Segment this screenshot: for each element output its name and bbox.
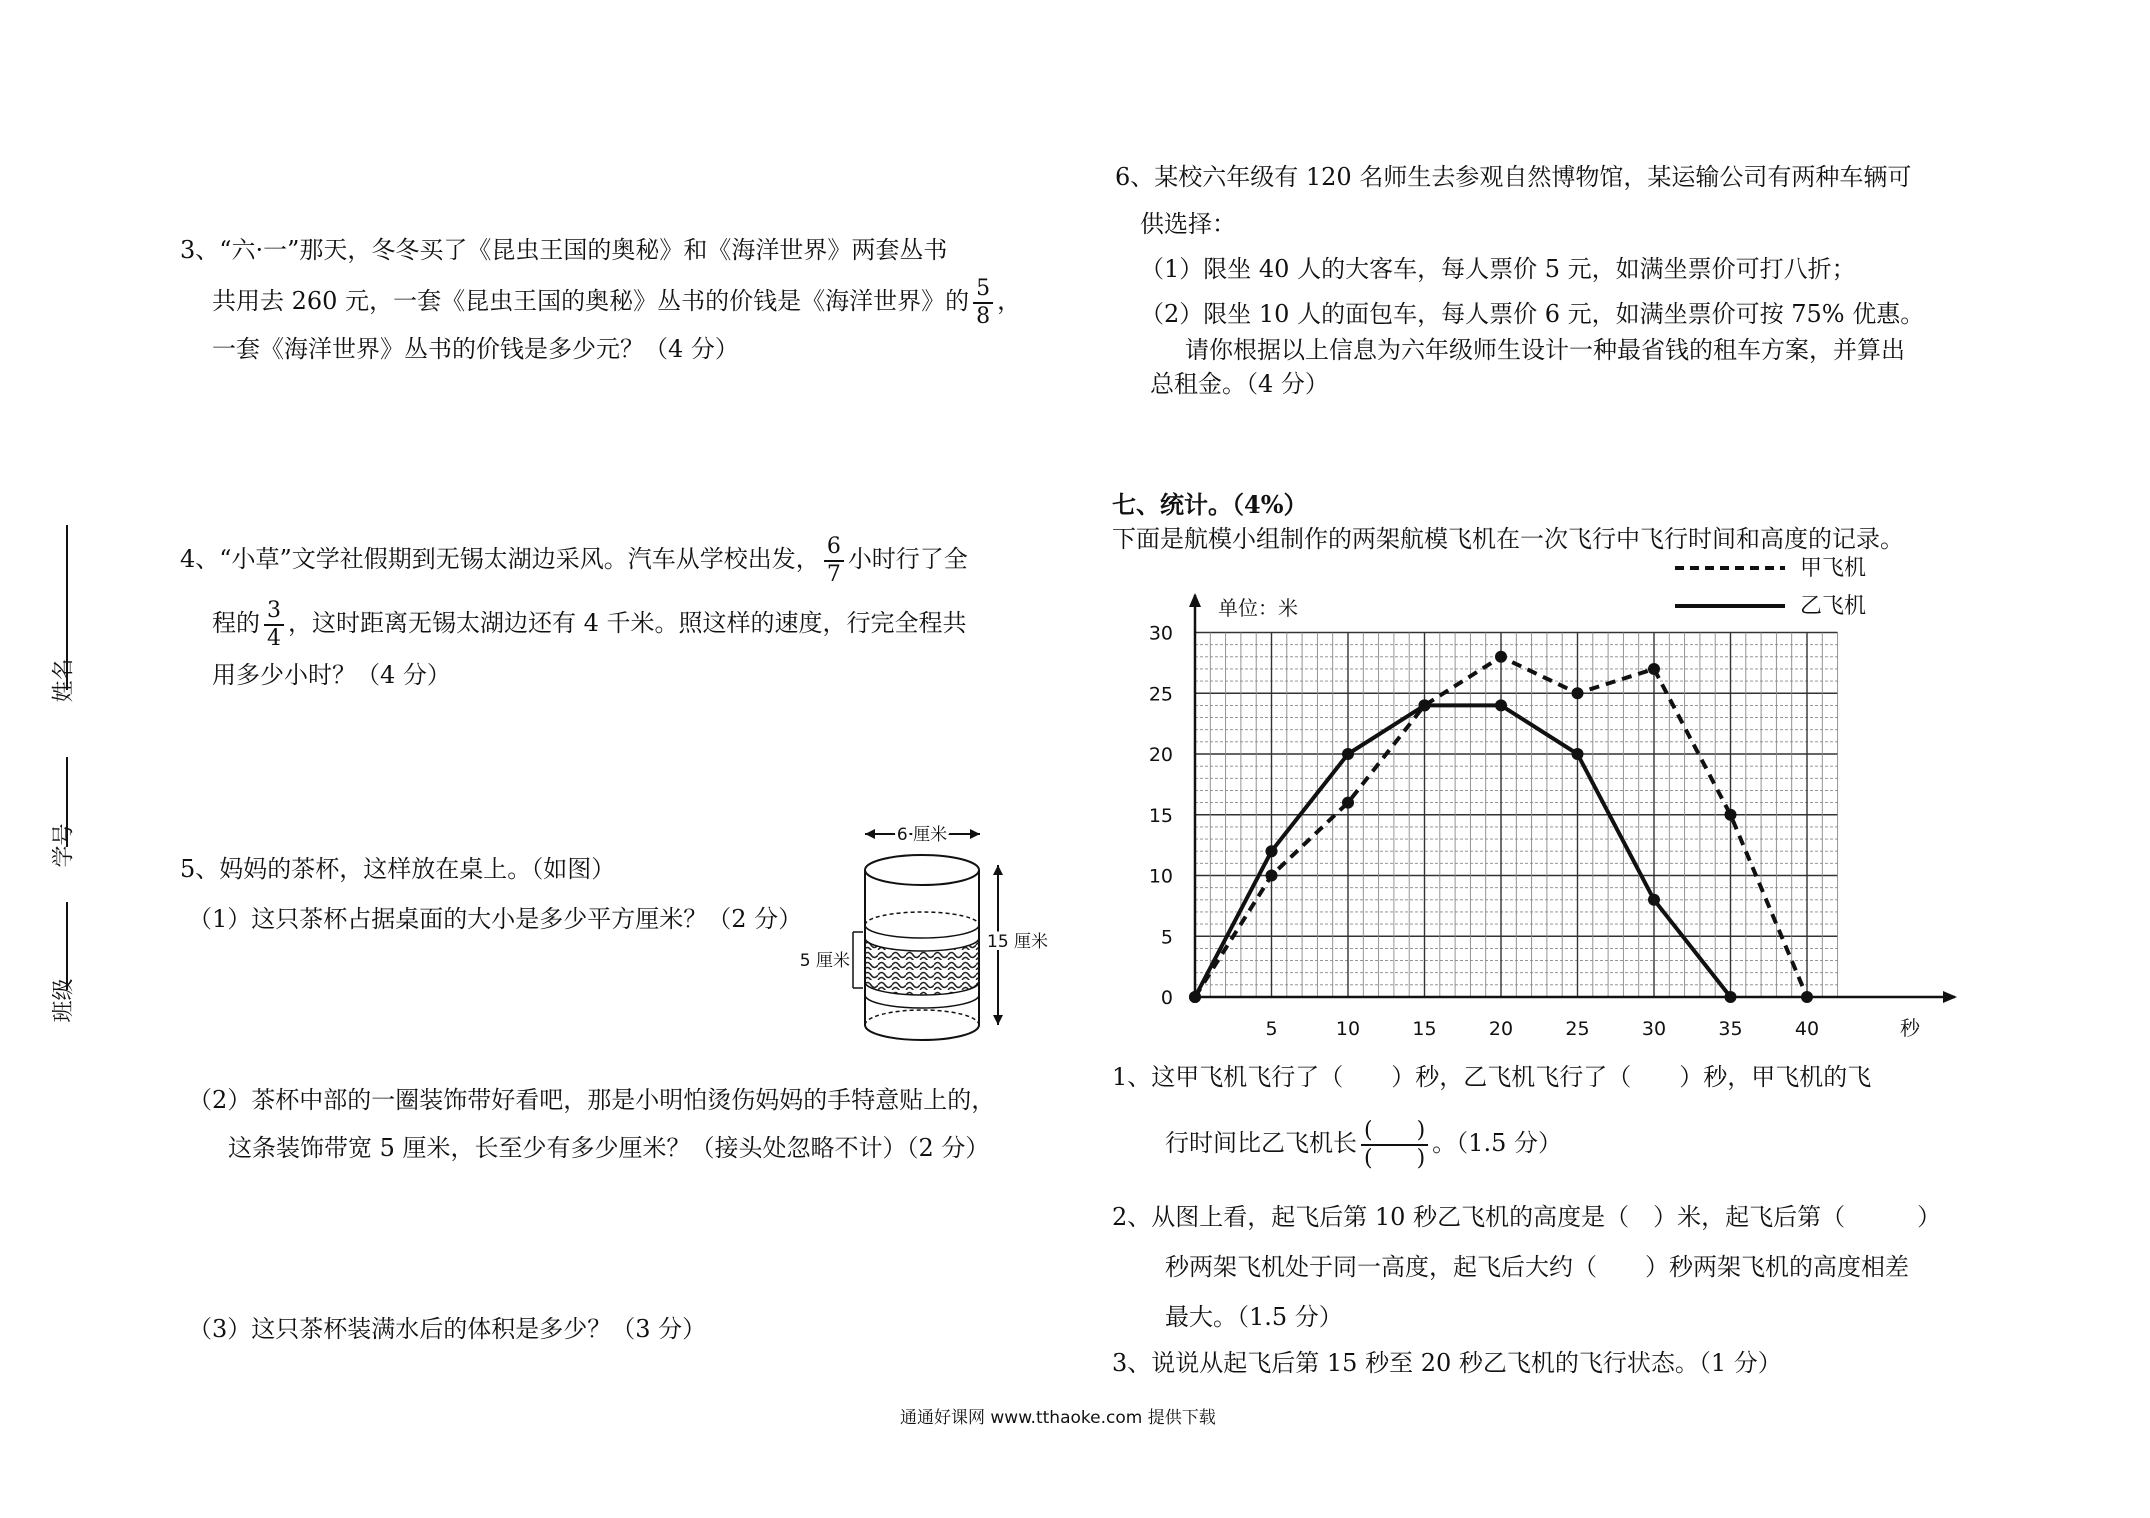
q4-fraction-1 [824,534,844,588]
q6-option1: （1）限坐 40 人的大客车，每人票价 5 元，如满坐票价可打八折； [1140,255,1856,283]
x-tick-label: 40 [1794,1018,1820,1040]
s7-q1-line2 [1165,1110,1562,1176]
q4-line1 [180,528,968,590]
section-7-intro: 下面是航模小组制作的两架航模飞机在一次飞行中飞行时间和高度的记录。 [1112,525,1904,553]
data-point-yi [1495,699,1507,711]
q5-part2-line2: 这条装饰带宽 5 厘米，长至少有多少厘米？（接头处忽略不计）（2 分） [228,1134,990,1162]
q4-frac1-den: 7 [826,561,841,587]
data-point-jia [1725,809,1737,821]
x-tick-label: 15 [1412,1018,1437,1040]
q4-line1-text: 4、“小草”文学社假期到无锡太湖边采风。汽车从学校出发， [180,545,820,573]
tick-labels [1149,623,1819,1041]
s7-q1-fraction [1361,1118,1428,1172]
q4-fraction-2 [264,598,284,652]
data-point-yi [1725,991,1737,1003]
legend-label-jia: 甲飞机 [1800,556,1867,581]
q4-line2 [212,592,967,654]
class-blank-line [66,902,68,990]
y-tick-label: 30 [1148,622,1173,645]
class-label: 班级 [51,978,77,1023]
q4-frac1-num: 6 [824,534,844,562]
band-bottom-edge [865,995,979,1008]
x-tick-label: 35 [1718,1018,1743,1040]
unit-label: 单位：米 [1218,596,1298,620]
section-7-title: 七、统计。（4%） [1112,490,1308,519]
q5-part2-line1: （2）茶杯中部的一圈装饰带好看吧，那是小明怕烫伤妈妈的手特意贴上的， [188,1086,996,1114]
data-point-yi [1572,748,1584,760]
x-tick-label: 10 [1335,1018,1361,1040]
chart-legend [1675,556,1866,619]
data-point-yi [1189,991,1201,1003]
s7-q1-line2-text: 行时间比乙飞机长 [1165,1129,1357,1157]
q6-option2: （2）限坐 10 人的面包车，每人票价 6 元，如满坐票价可按 75% 优惠。 [1140,300,1925,328]
y-tick-label: 10 [1148,865,1173,888]
data-point-yi [1342,748,1354,760]
data-point-jia [1495,651,1507,663]
s7-q2-line3: 最大。（1.5 分） [1165,1303,1343,1331]
q3-frac-num: 5 [973,276,993,304]
chart-grid [1195,633,1838,998]
q6-line2: 供选择： [1140,210,1236,238]
s7-q3: 3、说说从起飞后第 15 秒至 20 秒乙飞机的飞行状态。（1 分） [1112,1349,1782,1377]
y-tick-label: 5 [1160,926,1173,949]
q4-frac2-den: 4 [267,625,281,651]
x-tick-label: 5 [1265,1018,1278,1040]
q5-title: 5、妈妈的茶杯，这样放在桌上。（如图） [180,855,616,883]
q3-fraction [973,276,993,330]
x-tick-label: 25 [1565,1018,1590,1040]
band-width-label: 5 厘米 [799,951,850,971]
y-tick-label: 25 [1148,683,1173,706]
q6-line5: 请你根据以上信息为六年级师生设计一种最省钱的租车方案，并算出 [1185,336,1905,364]
q5-part3: （3）这只茶杯装满水后的体积是多少？（3 分） [188,1315,707,1343]
cup-rim [865,855,979,885]
q4-frac2-num: 3 [264,598,284,626]
cup-height-label: 15 厘米 [987,932,1049,952]
q6-line6: 总租金。（4 分） [1150,370,1329,398]
x-tick-label: 20 [1488,1018,1514,1040]
y-tick-label: 0 [1160,987,1173,1009]
q4-line2-start: 程的 [212,609,260,637]
s7-q2-line2: 秒两架飞机处于同一高度，起飞后大约（ ）秒两架飞机的高度相差 [1165,1253,1909,1281]
cup-width-label: 6 厘米 [896,825,948,845]
q4-line3: 用多少小时？（4 分） [212,661,451,689]
s7-q1-frac-num: ( ) [1361,1118,1428,1146]
flight-line-chart [1100,550,1970,1050]
decorative-band [865,938,979,995]
data-point-yi [1266,845,1278,857]
band-top-front-edge [865,925,979,938]
data-point-jia [1342,797,1354,809]
q4-line1-end: 小时行了全 [847,545,968,573]
q3-line2 [212,270,1021,332]
s7-q1-frac-den: ( ) [1364,1145,1426,1171]
q5-part1: （1）这只茶杯占据桌面的大小是多少平方厘米？（2 分） [188,905,803,933]
s7-q1-line1: 1、这甲飞机飞行了（ ）秒，乙飞机飞行了（ ）秒，甲飞机的飞 [1112,1063,1872,1091]
q3-line3: 一套《海洋世界》丛书的价钱是多少元？（4 分） [212,335,739,363]
name-label: 姓名 [51,658,77,703]
teacup-figure [780,820,1050,1050]
student-no-label: 学号 [51,823,77,868]
x-axis-unit: 秒 [1900,1016,1920,1040]
data-point-yi [1648,894,1660,906]
data-point-jia [1801,991,1813,1003]
data-point-jia [1572,687,1584,699]
cup-base-back-edge [865,1010,979,1025]
y-tick-label: 15 [1148,804,1173,827]
data-point-yi [1419,699,1431,711]
data-point-jia [1648,663,1660,675]
q3-line2-end: ， [997,287,1022,315]
q3-line1: 3、“六·一”那天，冬冬买了《昆虫王国的奥秘》和《海洋世界》两套丛书 [180,236,948,264]
q3-frac-den: 8 [976,303,991,329]
q3-line2-text: 共用去 260 元，一套《昆虫王国的奥秘》丛书的价钱是《海洋世界》的 [212,287,970,315]
legend-label-yi: 乙飞机 [1800,594,1867,619]
q6-line1: 6、某校六年级有 120 名师生去参观自然博物馆，某运输公司有两种车辆可 [1115,163,1912,191]
q4-line2-text: ，这时距离无锡太湖边还有 4 千米。照这样的速度，行完全程共 [288,609,967,637]
data-point-jia [1266,870,1278,882]
s7-q2-line1: 2、从图上看，起飞后第 10 秒乙飞机的高度是（ ）米，起飞后第（ ） [1112,1203,1942,1231]
footer-credit: 通通好课网 www.tthaoke.com 提供下载 [900,1408,1216,1428]
y-tick-label: 20 [1148,744,1173,766]
s7-q1-line2-end: 。（1.5 分） [1432,1129,1562,1157]
band-top-back-edge [865,912,979,925]
x-tick-label: 30 [1641,1018,1667,1040]
